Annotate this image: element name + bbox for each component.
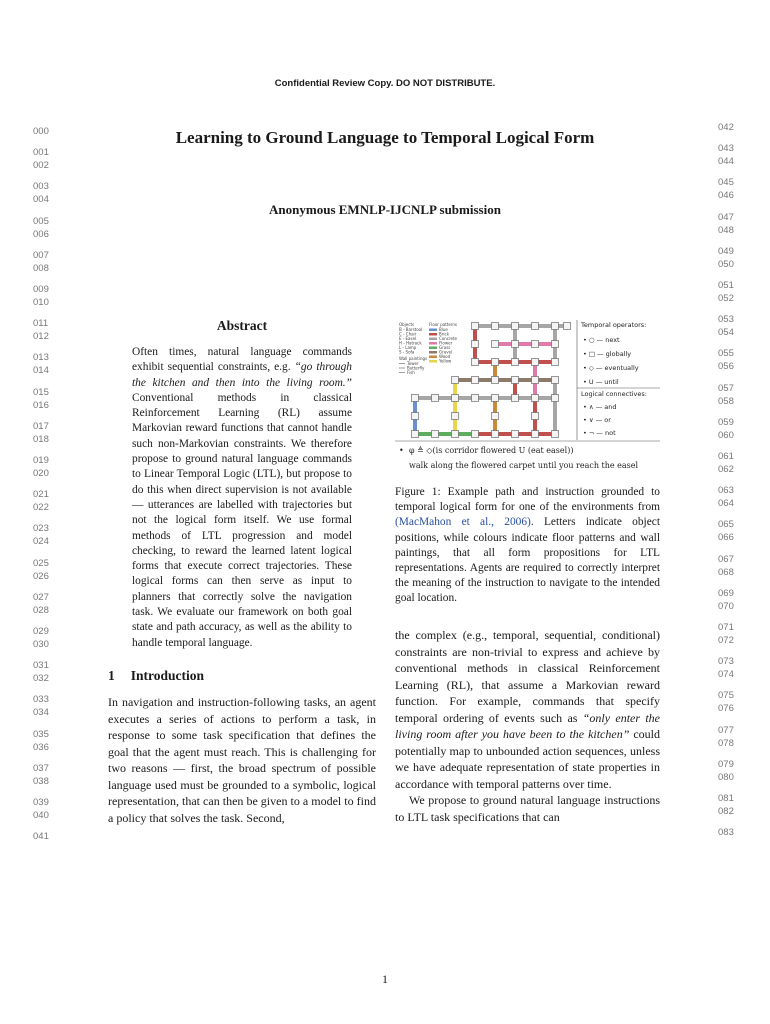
line-number: 020 bbox=[33, 468, 49, 479]
temporal-operators-title: Temporal operators: bbox=[581, 321, 647, 329]
paper-title: Learning to Ground Language to Temporal Logical Form bbox=[175, 128, 595, 147]
line-number: 083 bbox=[718, 827, 734, 839]
line-number: 021 bbox=[33, 489, 49, 501]
figure-1 bbox=[395, 318, 660, 478]
right-quote: “only enter the living room after you have been to the kitchen” bbox=[395, 710, 660, 741]
line-number: 011 bbox=[33, 318, 49, 330]
map-node bbox=[532, 323, 539, 330]
line-number: 016 bbox=[33, 399, 49, 411]
line-number: 025 bbox=[33, 557, 49, 569]
line-number: 009 bbox=[33, 283, 49, 295]
map-node bbox=[412, 431, 419, 438]
map-node bbox=[492, 395, 499, 402]
caption-text-2: . Letters indicate object positions, while colours indicate floor patterns and wall paintings, that all form propositions for LTL representations. Agents are required to correctly interpret the meaning of the instruction to navigate to the intended goal location. bbox=[395, 516, 660, 605]
line-number: 031 bbox=[33, 660, 49, 672]
line-number: 034 bbox=[33, 707, 49, 719]
map-node bbox=[532, 377, 539, 384]
map-node bbox=[512, 395, 519, 402]
map-node bbox=[472, 395, 479, 402]
map-node bbox=[472, 377, 479, 384]
line-number: 062 bbox=[718, 464, 734, 475]
line-number: 013 bbox=[33, 352, 49, 364]
line-number: 001 bbox=[33, 147, 49, 159]
legend-floor-item: Grass bbox=[439, 345, 451, 350]
abstract-text-1: Often times, natural language commands exhibit sequential constraints, e.g. bbox=[132, 346, 352, 374]
legend-floor-swatch bbox=[429, 333, 437, 336]
line-number: 026 bbox=[33, 570, 49, 582]
map-node bbox=[492, 359, 499, 366]
line-number: 072 bbox=[718, 635, 734, 646]
legend-floor-swatch bbox=[429, 342, 437, 345]
line-number: 047 bbox=[718, 211, 734, 223]
line-number: 018 bbox=[33, 433, 49, 445]
temporal-operator-item: • ◇ — eventually bbox=[583, 364, 639, 372]
abstract-text-2: Conventional methods in classical Reinforcement Learning (RL) assume Markovian reward functions that cannot handle such non-Markovian constraints. We therefore propose to ground natural language commands to Linear Temporal Logic (LTL), but propose to do this when direct supervision is not available — utterances are labelled with trajectories but not the logical form itself. We use formal methods of LTL progression and model checking, to reward the learned latent logical forms that execute correct trajectories. These logical forms can then serve as input to planners that correctly solve the navigation task. We evaluate our framework on both goal state and path accuracy, as well as the ability to handle temporal language. bbox=[132, 391, 352, 649]
logical-connectives-title: Logical connectives: bbox=[581, 390, 647, 398]
map-node bbox=[452, 413, 459, 420]
temporal-operator-item: • □ — globally bbox=[583, 350, 632, 358]
right-column-text bbox=[395, 627, 660, 825]
legend-floor-item: Yellow bbox=[439, 358, 452, 364]
legend-objects-title: Objects bbox=[399, 322, 415, 327]
line-number: 023 bbox=[33, 523, 49, 535]
line-number: 073 bbox=[718, 656, 734, 668]
page-number: 1 bbox=[382, 972, 388, 986]
line-number: 007 bbox=[33, 249, 49, 261]
abstract-quote: “go through the kitchen and then into the living room.” bbox=[132, 361, 352, 389]
line-number: 015 bbox=[33, 386, 49, 398]
line-number: 065 bbox=[718, 519, 734, 531]
caption-citation[interactable]: (MacMahon et al., 2006) bbox=[395, 516, 531, 529]
map-node bbox=[532, 395, 539, 402]
line-number: 003 bbox=[33, 181, 49, 193]
map-node bbox=[532, 413, 539, 420]
confidential-header: Confidential Review Copy. DO NOT DISTRIBUTE. bbox=[274, 78, 496, 89]
line-number: 032 bbox=[33, 673, 49, 685]
line-number: 080 bbox=[718, 771, 734, 783]
map-node bbox=[492, 323, 499, 330]
line-number: 039 bbox=[33, 796, 49, 808]
line-number: 030 bbox=[33, 639, 49, 650]
caption-text-1: Figure 1: Example path and instruction grounded to temporal logical form for one of the environments from bbox=[395, 486, 660, 514]
line-number: 019 bbox=[33, 454, 49, 466]
legend-walls bbox=[399, 361, 425, 375]
map-node bbox=[564, 323, 571, 330]
map-node bbox=[552, 431, 559, 438]
map-node bbox=[472, 431, 479, 438]
map-node bbox=[412, 395, 419, 402]
intro-paragraph: In navigation and instruction-following tasks, an agent executes a series of actions to perform a task, in response to some task specification that defines the goal that the agent must reach. This is challenging for two reasons — first, the broad spectrum of possible language used must be grounded to a symbolic, logical representation, that can then be given to a model to find a policy that solves the task. Second, bbox=[108, 695, 376, 825]
map-node bbox=[452, 395, 459, 402]
line-number: 058 bbox=[718, 395, 734, 407]
map-node bbox=[472, 359, 479, 366]
line-number: 048 bbox=[718, 224, 734, 236]
line-number: 008 bbox=[33, 262, 49, 274]
map-node bbox=[512, 431, 519, 438]
line-number: 051 bbox=[718, 279, 734, 291]
legend-floor-item: Wood bbox=[439, 354, 451, 359]
line-number: 043 bbox=[718, 143, 734, 155]
right-paragraph-1 bbox=[395, 627, 660, 792]
legend-wall-item: Fish bbox=[407, 370, 415, 375]
ltl-formula: φ ≜ ◇(is corridor flowered U (eat easel)) bbox=[409, 446, 574, 455]
line-number: 056 bbox=[718, 361, 734, 373]
line-number: 010 bbox=[33, 297, 49, 308]
legend-floor-item: Brick bbox=[439, 331, 450, 337]
line-number: 046 bbox=[718, 190, 734, 202]
legend-floor-swatch bbox=[429, 338, 437, 341]
line-number: 045 bbox=[718, 177, 734, 189]
legend-floor-swatch bbox=[429, 360, 437, 363]
legend-wall-item: Tower bbox=[407, 361, 419, 366]
temporal-operators-list bbox=[583, 336, 639, 386]
line-number: 041 bbox=[33, 831, 49, 843]
abstract-body bbox=[132, 345, 352, 651]
section-title: Introduction bbox=[130, 668, 205, 683]
line-number: 081 bbox=[718, 792, 734, 804]
section-heading bbox=[108, 668, 204, 684]
line-number: 037 bbox=[33, 762, 49, 774]
instruction-text: walk along the flowered carpet until you reach the easel bbox=[409, 461, 639, 470]
line-number: 059 bbox=[718, 416, 734, 428]
line-number: 082 bbox=[718, 806, 734, 817]
line-number: 057 bbox=[718, 382, 734, 394]
line-number: 033 bbox=[33, 694, 49, 706]
line-number: 049 bbox=[718, 245, 734, 257]
line-number: 067 bbox=[718, 553, 734, 565]
map-node bbox=[512, 341, 519, 348]
legend-object-item: E - Easel bbox=[399, 336, 417, 341]
logical-connective-item: • ∨ — or bbox=[583, 416, 611, 424]
legend-floor-item: Concrete bbox=[439, 336, 458, 341]
line-number: 002 bbox=[33, 160, 49, 172]
legend-object-item: H - Hatrack bbox=[399, 340, 422, 346]
line-number: 038 bbox=[33, 775, 49, 787]
line-number: 077 bbox=[718, 724, 734, 736]
line-number: 035 bbox=[33, 728, 49, 740]
map-node bbox=[492, 341, 499, 348]
formula-bullet: • bbox=[399, 446, 404, 455]
line-number: 004 bbox=[33, 194, 49, 206]
legend-wall-item: Butterfly bbox=[407, 365, 425, 371]
line-number: 055 bbox=[718, 348, 734, 360]
line-number: 014 bbox=[33, 365, 49, 377]
line-number: 061 bbox=[718, 450, 734, 462]
logical-connective-item: • ∧ — and bbox=[583, 403, 617, 411]
line-number: 029 bbox=[33, 625, 49, 637]
line-number: 050 bbox=[718, 258, 734, 270]
legend-floor-item: Blue bbox=[439, 327, 448, 332]
map-node bbox=[532, 431, 539, 438]
map-node bbox=[472, 341, 479, 348]
map-node bbox=[492, 413, 499, 420]
map-node bbox=[452, 377, 459, 384]
line-number: 006 bbox=[33, 228, 49, 240]
logical-connectives-list bbox=[583, 403, 617, 437]
map-node bbox=[432, 395, 439, 402]
map-node bbox=[552, 377, 559, 384]
line-number: 027 bbox=[33, 591, 49, 603]
line-number: 005 bbox=[33, 215, 49, 227]
paper-authors: Anonymous EMNLP-IJCNLP submission bbox=[269, 202, 501, 217]
legend-floor-swatch bbox=[429, 329, 437, 332]
map-node bbox=[512, 377, 519, 384]
line-number: 064 bbox=[718, 498, 734, 510]
line-number: 017 bbox=[33, 420, 49, 432]
map-node bbox=[412, 413, 419, 420]
temporal-operator-item: • U — until bbox=[583, 378, 619, 386]
line-number: 071 bbox=[718, 621, 734, 633]
line-number: 053 bbox=[718, 314, 734, 326]
legend-floor-swatch bbox=[429, 356, 437, 359]
legend-floor-title: Floor patterns bbox=[429, 322, 458, 327]
map-node bbox=[532, 341, 539, 348]
map-node bbox=[492, 431, 499, 438]
map-node bbox=[552, 395, 559, 402]
map-node bbox=[452, 431, 459, 438]
map-node bbox=[552, 323, 559, 330]
map-node bbox=[552, 359, 559, 366]
line-number: 060 bbox=[718, 429, 734, 441]
line-number: 000 bbox=[33, 126, 49, 137]
legend-floor-swatch bbox=[429, 347, 437, 350]
line-number: 036 bbox=[33, 741, 49, 753]
line-number: 069 bbox=[718, 587, 734, 599]
line-number: 042 bbox=[718, 122, 734, 133]
line-number: 028 bbox=[33, 604, 49, 616]
figure-caption bbox=[395, 485, 660, 607]
right-text-1a: the complex (e.g., temporal, sequential, conditional) constraints are non-trivial to express and achieve by conventional methods in classical Reinforcement Learning (RL), that assume a Markovian reward function. For example, commands that specify temporal ordering of events such as bbox=[395, 628, 660, 725]
line-number: 075 bbox=[718, 690, 734, 702]
line-number: 076 bbox=[718, 703, 734, 715]
line-number: 024 bbox=[33, 536, 49, 548]
map-node bbox=[472, 323, 479, 330]
map-node bbox=[552, 341, 559, 348]
abstract-heading: Abstract bbox=[216, 318, 268, 333]
legend-floor-item: Flower bbox=[439, 340, 453, 346]
right-paragraph-2: We propose to ground natural language instructions to LTL task specifications that can bbox=[395, 793, 660, 824]
legend-object-item: C - Chair bbox=[399, 331, 417, 337]
line-number: 066 bbox=[718, 532, 734, 544]
map-node bbox=[532, 359, 539, 366]
line-number: 054 bbox=[718, 327, 734, 339]
line-number: 052 bbox=[718, 293, 734, 304]
legend-floor bbox=[429, 327, 458, 364]
line-number: 078 bbox=[718, 737, 734, 749]
line-number: 079 bbox=[718, 758, 734, 770]
right-text-1b: could potentially map to unbounded action sequences, unless we have adequate representation of state properties in accordance with temporal patterns over time. bbox=[395, 727, 660, 791]
temporal-operator-item: • ○ — next bbox=[583, 336, 620, 344]
section-number: 1 bbox=[108, 668, 115, 683]
legend-floor-item: Gravel bbox=[439, 349, 453, 355]
line-number: 063 bbox=[718, 485, 734, 497]
legend-floor-swatch bbox=[429, 351, 437, 354]
logical-connective-item: • ¬ — not bbox=[583, 429, 616, 437]
map-node bbox=[512, 323, 519, 330]
figure-1-graphic bbox=[395, 318, 660, 478]
map-node bbox=[432, 431, 439, 438]
line-number: 074 bbox=[718, 669, 734, 681]
line-number: 022 bbox=[33, 502, 49, 514]
map-node bbox=[512, 359, 519, 366]
legend-walls-title: Wall paintings bbox=[399, 356, 428, 361]
legend-object-item: S - Sofa bbox=[399, 349, 415, 355]
line-number: 040 bbox=[33, 810, 49, 821]
map-node bbox=[492, 377, 499, 384]
line-number: 044 bbox=[718, 156, 734, 168]
line-number: 068 bbox=[718, 566, 734, 578]
legend-object-item: L - Lamp bbox=[399, 345, 417, 350]
legend-objects bbox=[399, 327, 422, 355]
legend-object-item: B - Barstool bbox=[399, 327, 423, 332]
line-number: 070 bbox=[718, 600, 734, 612]
line-number: 012 bbox=[33, 331, 49, 343]
